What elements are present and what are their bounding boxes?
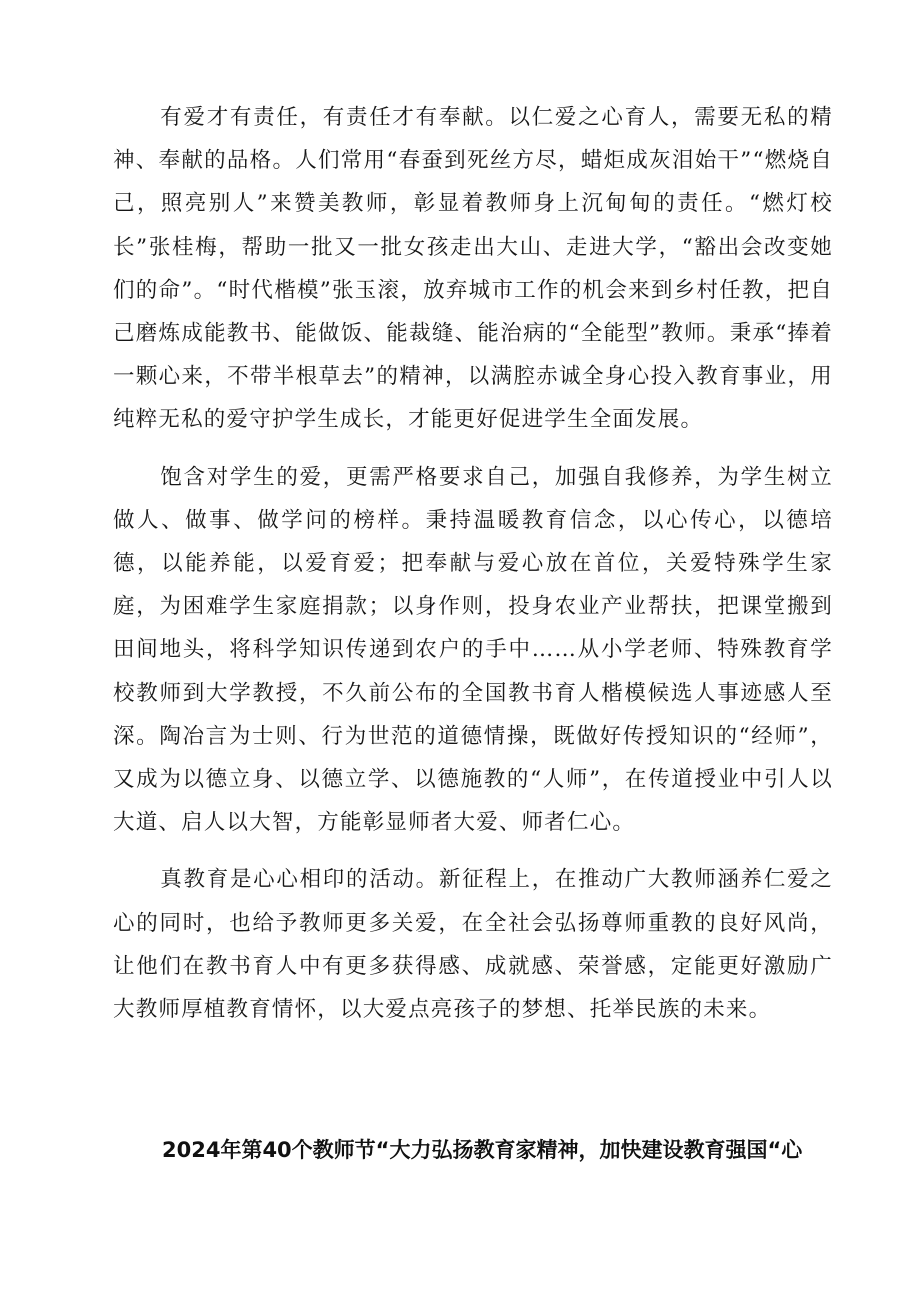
paragraph: 有爱才有责任，有责任才有奉献。以仁爱之心育人，需要无私的精神、奉献的品格。人们常用“春蚕到死丝方尽，蜡炬成灰泪始干”“燃烧自己，照亮别人”来赞美教师，彰显着教师身上沉甸甸的责任。“燃灯校长”张桂梅，帮助一批又一批女孩走出大山、走进大学，“豁出会改变她们的命”。“时代楷模”张玉滚，放弃城市工作的机会来到乡村任教，把自己磨炼成能教书、能做饭、能裁缝、能治病的“全能型”教师。秉承“捧着一颗心来，不带半根草去”的精神，以满腔赤诚全身心投入教育事业，用纯粹无私的爱守护学生成长，才能更好促进学生全面发展。 (113, 105, 833, 433)
section-heading: 2024年第40个教师节“大力弘扬教育家精神，加快建设教育强国“心 (162, 1138, 803, 1162)
paragraph: 饱含对学生的爱，更需严格要求自己，加强自我修养，为学生树立做人、做事、做学问的榜样。秉持温暖教育信念，以心传心，以德培德，以能养能，以爱育爱；把奉献与爱心放在首位，关爱特殊学生家庭，为困难学生家庭捐款；以身作则，投身农业产业帮扶，把课堂搬到田间地头，将科学知识传递到农户的手中……从小学老师、特殊教育学校教师到大学教授，不久前公布的全国教书育人楷模候选人事迹感人至深。陶冶言为士则、行为世范的道德情操，既做好传授知识的“经师”，又成为以德立身、以德立学、以德施教的“人师”，在传道授业中引人以大道、启人以大智，方能彰显师者大爱、师者仁心。 (113, 464, 833, 836)
paragraph: 真教育是心心相印的活动。新征程上，在推动广大教师涵养仁爱之心的同时，也给予教师更多关爱，在全社会弘扬尊师重教的良好风尚，让他们在教书育人中有更多获得感、成就感、荣誉感，定能更好激励广大教师厚植教育情怀，以大爱点亮孩子的梦想、托举民族的未来。 (113, 867, 833, 1023)
article-body (113, 96, 833, 1031)
